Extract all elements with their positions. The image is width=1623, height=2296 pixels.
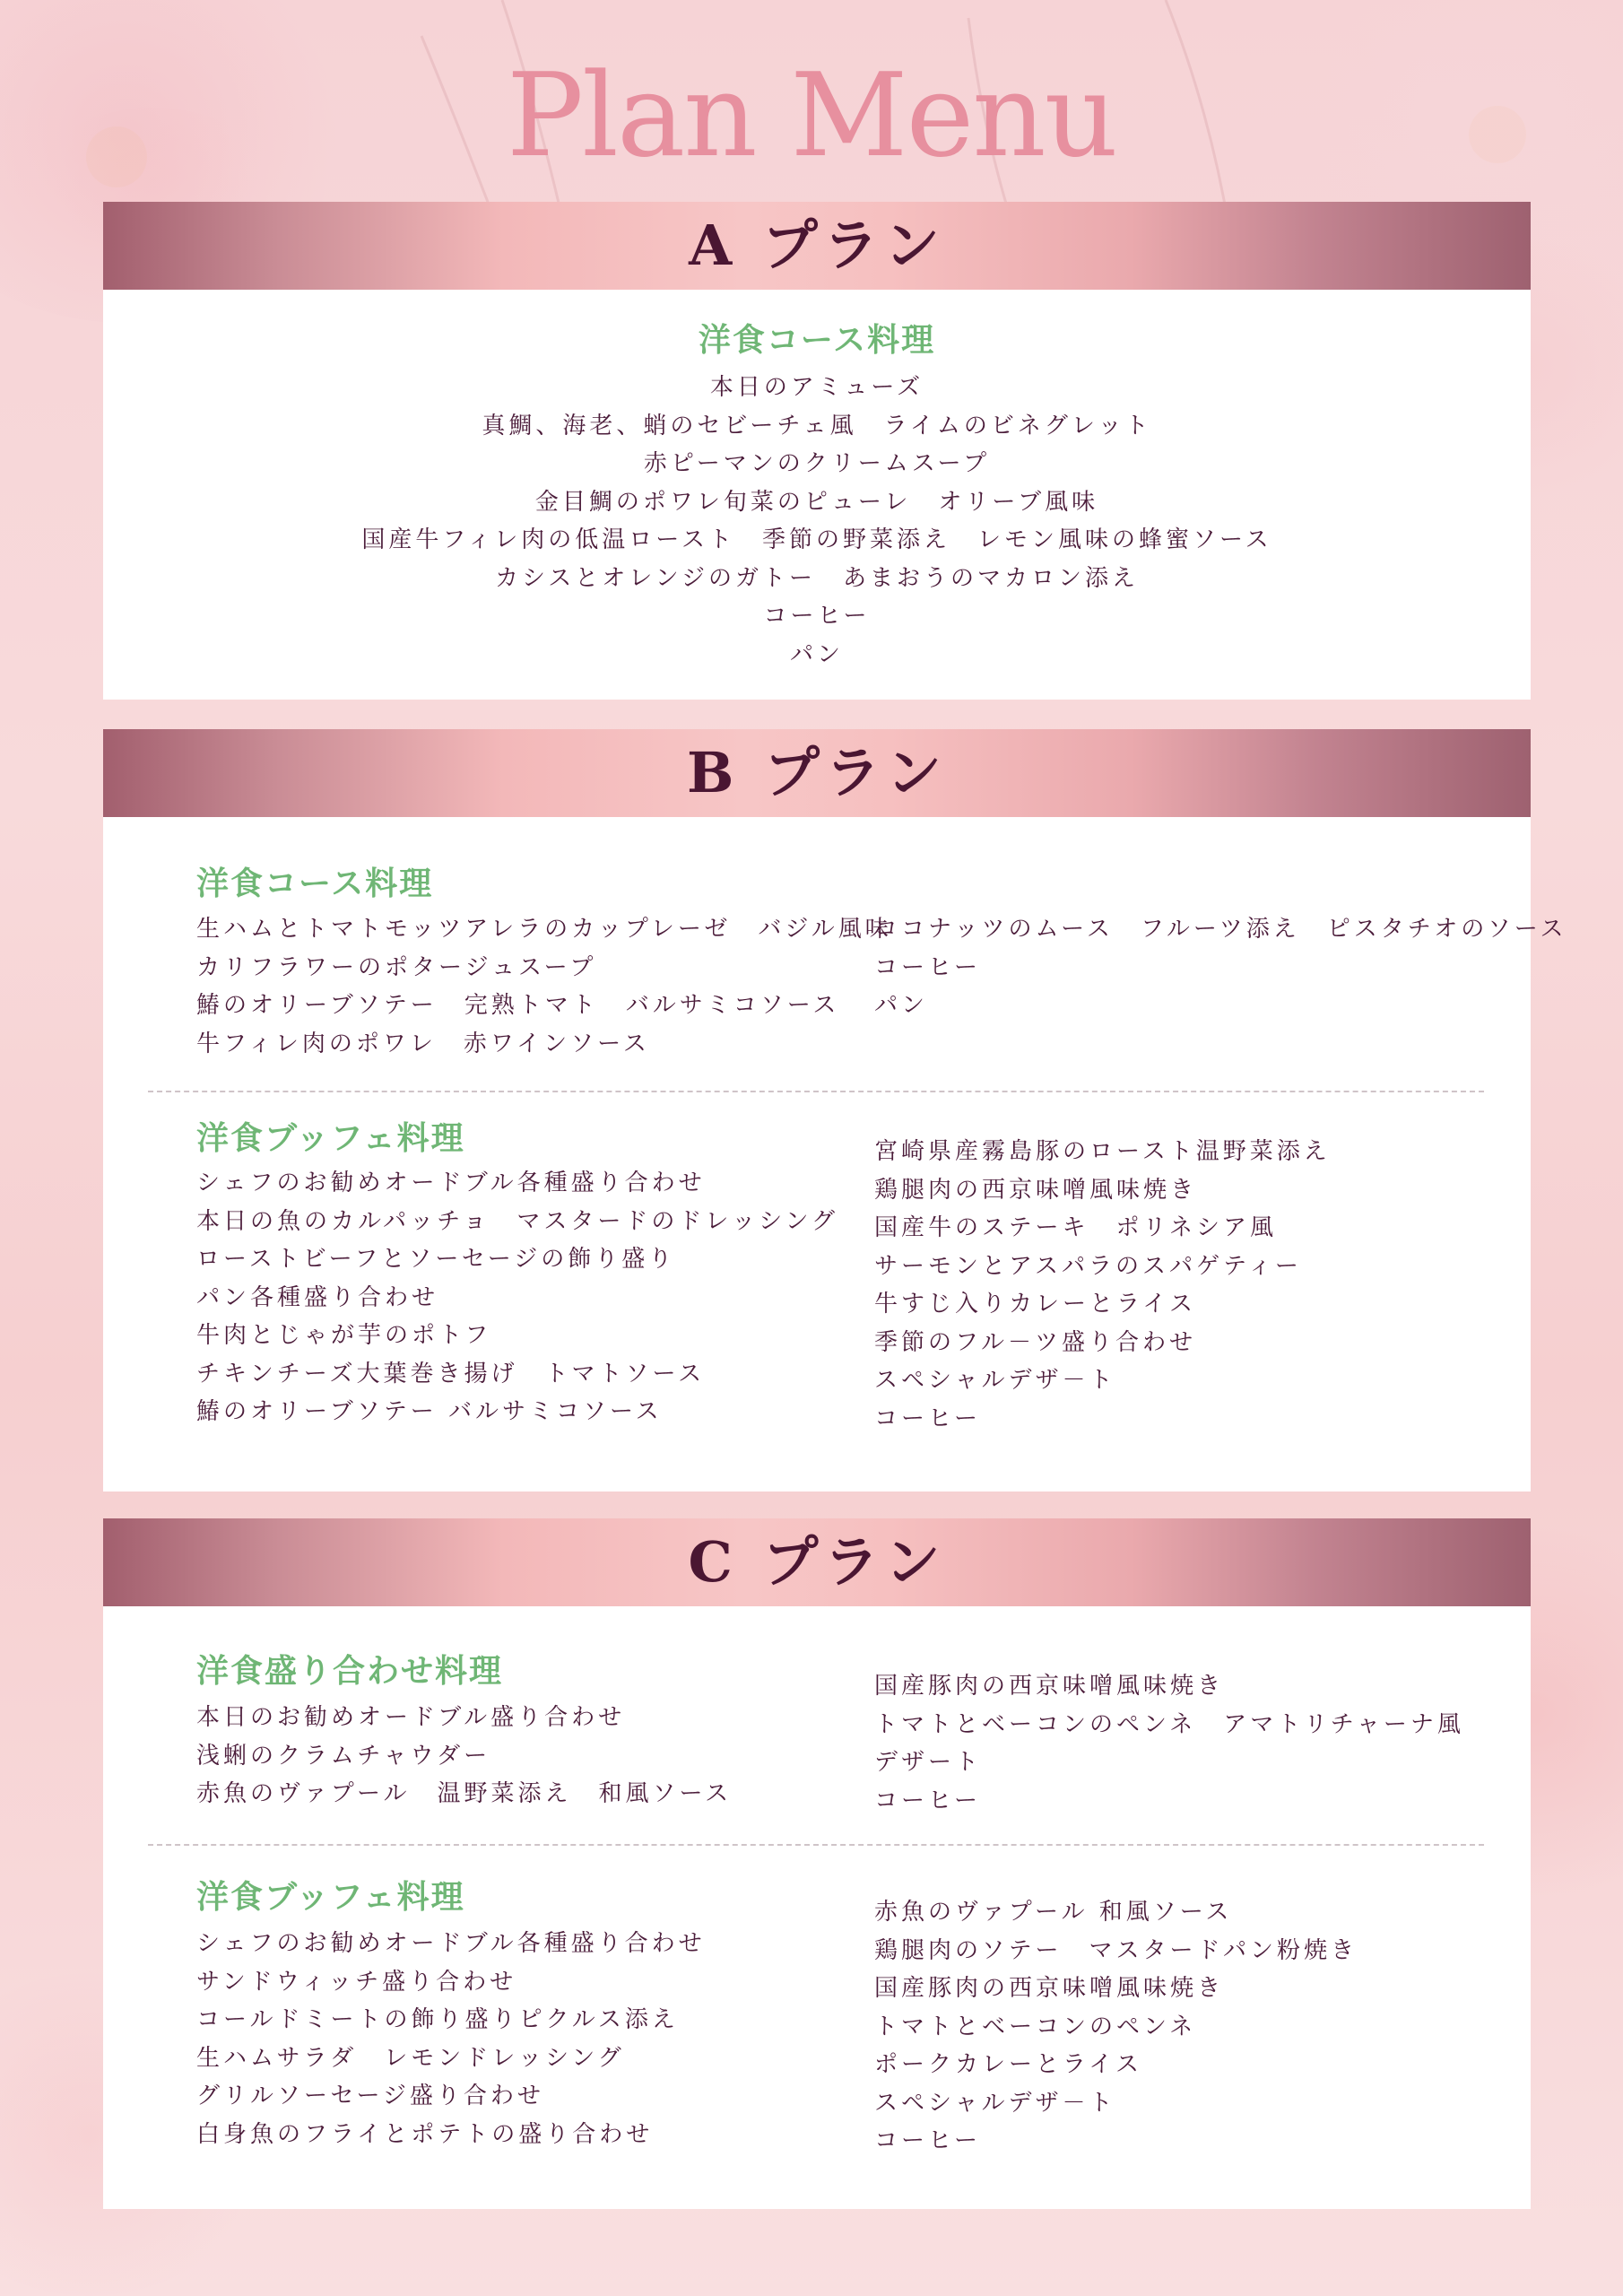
menu-item: 浅蜊のクラムチャウダー	[196, 1742, 491, 1770]
menu-item: コーヒー	[763, 603, 871, 630]
menu-item: コールドミートの飾り盛りピクルス添え	[196, 2006, 679, 2033]
plan-c-assorted-left-list	[196, 1699, 732, 1813]
plan-b-buffet-left-list	[196, 1164, 838, 1431]
menu-item: トマトとベーコンのペンネ アマトリチャーナ風	[874, 1710, 1464, 1738]
menu-item: 本日のお勧めオードブル盛り合わせ	[196, 1704, 626, 1731]
plan-c-assorted-category: 洋食盛り合わせ料理	[196, 1652, 504, 1690]
menu-item: 鰆のオリーブソテー 完熟トマト バルサミコソース	[196, 992, 840, 1019]
menu-item: 鰆のオリーブソテー バルサミコソース	[196, 1398, 663, 1425]
menu-item: コーヒー	[874, 2127, 981, 2154]
plan-b-buffet-right-list	[874, 1133, 1331, 1438]
plan-a-header: A プラン	[103, 202, 1531, 290]
menu-item: 国産牛のステーキ ポリネシア風	[874, 1214, 1277, 1241]
section-divider	[148, 1844, 1484, 1846]
plan-c-buffet-left-list	[196, 1925, 706, 2153]
menu-item: 本日のアミューズ	[709, 374, 924, 401]
menu-item: ポークカレーとライス	[874, 2051, 1142, 2078]
menu-item: 金目鯛のポワレ旬菜のピューレ オリーブ風味	[534, 488, 1099, 516]
menu-item: パン	[874, 992, 929, 1019]
page-title: Plan Menu	[506, 49, 1117, 183]
menu-item: グリルソーセージ盛り合わせ	[196, 2083, 544, 2109]
plan-b-course-category: 洋食コース料理	[196, 865, 434, 902]
menu-item: チキンチーズ大葉巻き揚げ トマトソース	[196, 1360, 706, 1387]
menu-item: カリフラワーのポタージュスープ	[196, 953, 597, 981]
menu-item: 赤魚のヴァプール 温野菜添え 和風ソース	[196, 1780, 733, 1807]
menu-item: 牛フィレ肉のポワレ 赤ワインソース	[196, 1030, 650, 1057]
menu-item: 赤魚のヴァプール 和風ソース	[874, 1899, 1233, 1926]
menu-item: 宮崎県産霧島豚のロースト温野菜添え	[874, 1138, 1331, 1165]
menu-item: 真鯛、海老、蛸のセビーチェ風 ライムのビネグレット	[482, 412, 1152, 439]
menu-item: サンドウィッチ盛り合わせ	[196, 1968, 517, 1996]
menu-item: トマトとベーコンのペンネ	[874, 2013, 1197, 2040]
menu-item: コーヒー	[874, 1787, 981, 1814]
menu-item: デザート	[874, 1749, 983, 1776]
menu-item: 本日の魚のカルパッチョ マスタードのドレッシング	[196, 1207, 838, 1235]
section-divider	[148, 1091, 1484, 1092]
plan-b-buffet-category: 洋食ブッフェ料理	[196, 1119, 465, 1157]
menu-item: パン	[789, 640, 844, 668]
plan-c-card	[103, 1606, 1531, 2209]
plan-c-header: C プラン	[103, 1518, 1531, 1606]
menu-item: 国産豚肉の西京味噌風味焼き	[874, 1975, 1225, 2002]
menu-item: 赤ピーマンのクリームスープ	[643, 450, 991, 477]
menu-item: 生ハムサラダ レモンドレッシング	[196, 2044, 625, 2072]
menu-item: 牛肉とじゃが芋のポトフ	[196, 1322, 492, 1349]
menu-item: 鶏腿肉のソテー マスタードパン粉焼き	[874, 1936, 1358, 1964]
plan-c-buffet-right-list	[874, 1893, 1358, 2161]
plan-a-card	[103, 290, 1531, 700]
plan-b-card	[103, 817, 1567, 1492]
menu-item: スペシャルデザ－ト	[874, 1367, 1116, 1394]
menu-item: コーヒー	[874, 953, 981, 981]
menu-item: パン各種盛り合わせ	[196, 1283, 439, 1311]
menu-item: 白身魚のフライとポテトの盛り合わせ	[196, 2120, 654, 2148]
menu-item: 国産豚肉の西京味噌風味焼き	[874, 1673, 1225, 1700]
menu-item: 牛すじ入りカレーとライス	[874, 1291, 1196, 1318]
menu-item: 生ハムとトマトモッツアレラのカップレーゼ バジル風味	[196, 916, 892, 943]
plan-b-course-left-list	[196, 910, 892, 1063]
menu-item: サーモンとアスパラのスパゲティー	[874, 1252, 1302, 1280]
menu-item: ローストビーフとソーセージの飾り盛り	[196, 1246, 676, 1273]
plan-b-header: B プラン	[103, 729, 1531, 817]
plan-a-menu-list	[103, 369, 1531, 674]
menu-item: ココナッツのムース フルーツ添え ピスタチオのソース	[874, 916, 1567, 943]
menu-item: 鶏腿肉の西京味噌風味焼き	[874, 1176, 1198, 1204]
plan-a-category: 洋食コース料理	[698, 321, 936, 359]
menu-item: シェフのお勧めオードブル各種盛り合わせ	[196, 1170, 706, 1196]
plan-c-assorted-right-list	[874, 1667, 1464, 1820]
menu-item: コーヒー	[874, 1405, 981, 1432]
menu-item: 国産牛フィレ肉の低温ロースト 季節の野菜添え レモン風味の蜂蜜ソース	[361, 526, 1272, 553]
menu-item: 季節のフル－ツ盛り合わせ	[874, 1328, 1196, 1356]
menu-item: シェフのお勧めオードブル各種盛り合わせ	[196, 1930, 706, 1957]
plan-b-course-right-list	[874, 910, 1567, 1025]
menu-item: カシスとオレンジのガトー あまおうのマカロン添え	[495, 564, 1139, 592]
menu-item: スペシャルデザ－ト	[874, 2089, 1116, 2117]
plan-c-buffet-category: 洋食ブッフェ料理	[196, 1878, 465, 1916]
